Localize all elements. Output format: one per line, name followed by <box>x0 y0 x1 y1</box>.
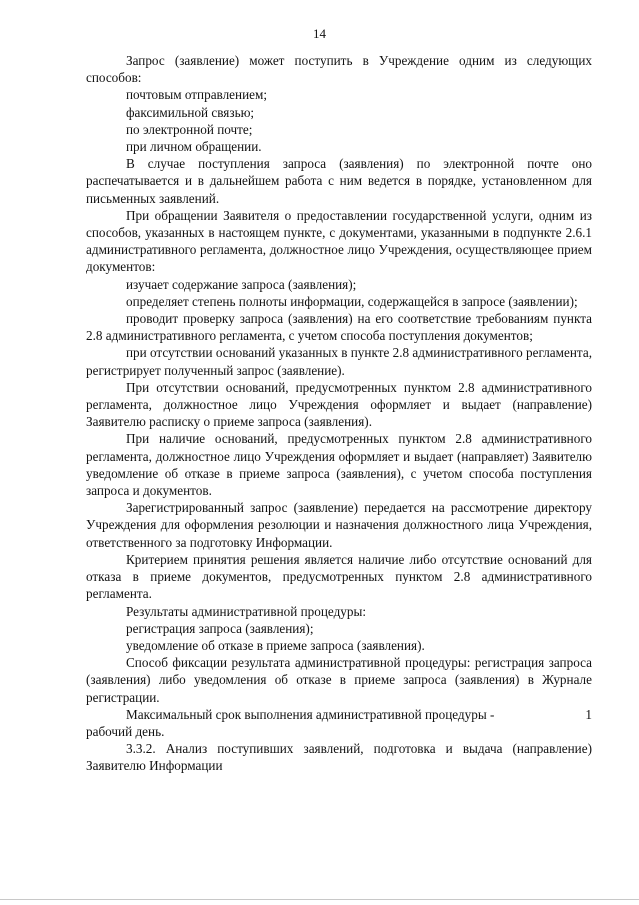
paragraph: по электронной почте; <box>126 121 253 137</box>
paragraph: Критерием принятия решения является наличие либо отсутствие оснований для отказа в приеме документов, предусмотренных пунктом 2.8 административного регламента. <box>86 551 592 602</box>
section-heading: 3.3.2. Анализ поступивших заявлений, подготовка и выдача (направление) <box>126 741 592 757</box>
document-body <box>86 52 592 775</box>
paragraph: факсимильной связью; <box>126 104 255 120</box>
paragraph-list <box>86 52 592 706</box>
max-term-continuation: рабочий день. <box>86 723 165 739</box>
paragraph: уведомление об отказе в приеме запроса (заявления). <box>126 637 425 653</box>
scan-edge-line <box>0 899 639 900</box>
paragraph: почтовым отправлением; <box>126 87 268 103</box>
paragraph: при отсутствии оснований указанных в пункте 2.8 административного регламента, регистрирует полученный запрос (заявление). <box>86 345 592 378</box>
paragraph: При отсутствии оснований, предусмотренных пунктом 2.8 административного регламента, должностное лицо Учреждения оформляет и выдает (направление) Заявителю расписку о приеме запроса (заявления). <box>86 379 592 430</box>
page-number: 14 <box>313 26 326 41</box>
paragraph: Способ фиксации результата административной процедуры: регистрация запроса (заявления) либо уведомления об отказе в приеме запроса (заявления) в Журнале регистрации. <box>86 655 592 705</box>
paragraph: изучает содержание запроса (заявления); <box>126 276 357 292</box>
paragraph: При наличие оснований, предусмотренных пунктом 2.8 административного регламента, должностное лицо Учреждения оформляет и выдает (направляет) Заявителю уведомление об отказе в приеме запроса (заявления), с учетом способа поступления запроса и документов. <box>86 431 592 499</box>
max-term-value: 1 <box>585 706 592 722</box>
paragraph: при личном обращении. <box>126 139 262 155</box>
paragraph: При обращении Заявителя о предоставлении государственной услуги, одним из способов, указанных в настоящем пункте, с документами, указанными в подпункте 2.6.1 административного регламента, должностное лицо Учреждения, осуществляющее прием документов: <box>86 207 592 275</box>
max-term-text: Максимальный срок выполнения административной процедуры - <box>126 706 495 722</box>
paragraph: Запрос (заявление) может поступить в Учреждение одним из следующих <box>126 53 592 68</box>
paragraph: В случае поступления запроса (заявления) по электронной почте оно распечатывается и в дальнейшем работа с ним ведется в порядке, установленном для письменных заявлений. <box>86 156 592 206</box>
paragraph: проводит проверку запроса (заявления) на его соответствие требованиям пункта 2.8 административного регламента, с учетом способа поступления документов; <box>86 311 592 344</box>
section-heading-continuation: Заявителю Информации <box>86 758 223 774</box>
max-term-line <box>86 706 592 723</box>
paragraph: Зарегистрированный запрос (заявление) передается на рассмотрение директору Учреждения для оформления резолюции и назначения должностного лица Учреждения, ответственного за подготовку Информации. <box>86 500 592 550</box>
paragraph: Результаты административной процедуры: <box>126 603 366 619</box>
paragraph: способов: <box>86 70 142 86</box>
paragraph: определяет степень полноты информации, содержащейся в запросе (заявлении); <box>126 293 578 309</box>
paragraph: регистрация запроса (заявления); <box>126 620 314 636</box>
